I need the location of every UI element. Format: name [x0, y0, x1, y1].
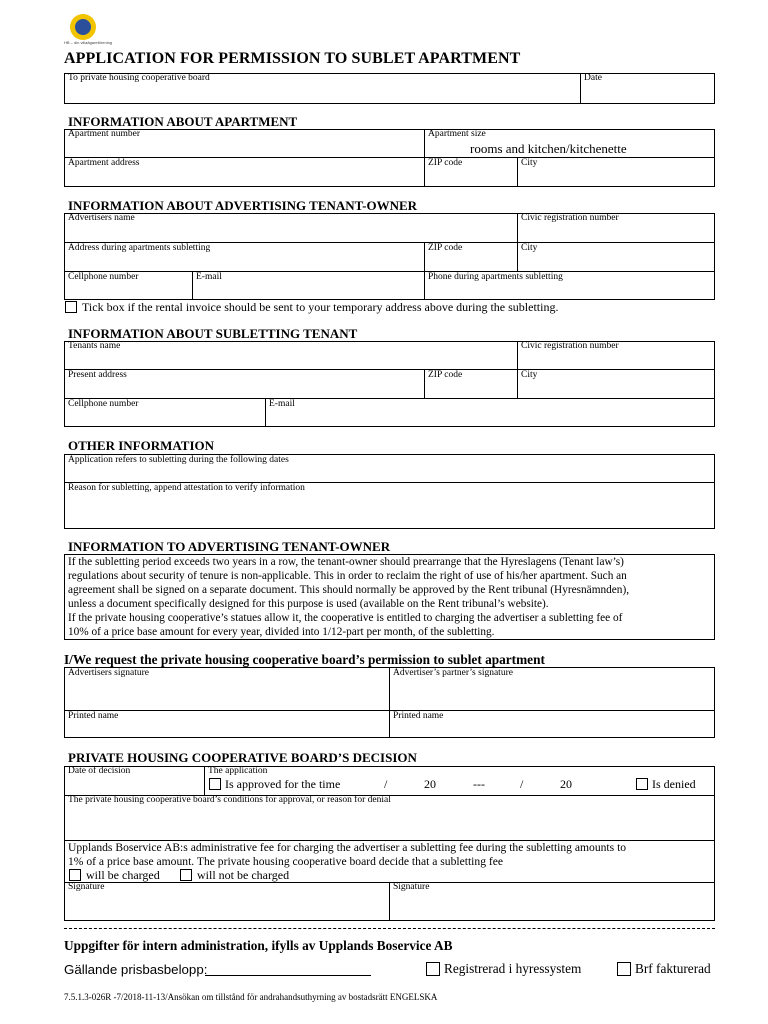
will-not-be-charged-label: will not be charged — [197, 868, 290, 882]
page-title: APPLICATION FOR PERMISSION TO SUBLET APARTMENT — [64, 50, 521, 67]
request-heading: I/We request the private housing cooperative board’s permission to sublet apartment — [64, 652, 545, 667]
logo-text: HB – din villaägareförening — [64, 40, 113, 45]
tenant-zip-label: ZIP code — [428, 370, 463, 380]
date-field[interactable] — [581, 84, 715, 104]
dates-label: Application refers to subletting during the following dates — [68, 455, 289, 465]
invoice-address-text: Tick box if the rental invoice should be sent to your temporary address above during the subletting. — [82, 300, 559, 314]
printed-name-label-2: Printed name — [393, 711, 444, 721]
approved-checkbox[interactable] — [209, 778, 221, 790]
apartment-address-label: Apartment address — [68, 158, 140, 168]
advertiser-city-label: City — [521, 243, 538, 253]
admin-heading: Uppgifter för intern administration, ifylls av Upplands Boservice AB — [64, 938, 453, 953]
application-label: The application — [208, 766, 268, 776]
will-be-charged-label: will be charged — [86, 868, 160, 882]
advertiser-box — [64, 213, 715, 300]
apartment-heading: INFORMATION ABOUT APARTMENT — [68, 114, 298, 129]
apartment-box — [64, 129, 715, 187]
signature-label-1: Signature — [68, 882, 105, 892]
apartment-size-label: Apartment size — [428, 129, 486, 139]
advertiser-cell-label: Cellphone number — [68, 272, 139, 282]
tenant-heading: INFORMATION ABOUT SUBLETTING TENANT — [68, 326, 358, 341]
cut-line — [64, 928, 715, 929]
decision-heading: PRIVATE HOUSING COOPERATIVE BOARD’S DECISION — [68, 750, 417, 765]
date-slash-1: / — [384, 777, 388, 791]
logo — [70, 14, 96, 40]
other-heading: OTHER INFORMATION — [68, 438, 215, 453]
printed-name-label-1: Printed name — [68, 711, 119, 721]
registered-label: Registrerad i hyressystem — [444, 961, 582, 976]
conditions-label: The private housing cooperative board’s conditions for approval, or reason for denial — [68, 795, 391, 805]
info-heading: INFORMATION TO ADVERTISING TENANT-OWNER — [68, 539, 391, 554]
partner-signature-label: Advertiser’s partner’s signature — [393, 668, 513, 678]
advertiser-signature-label: Advertisers signature — [68, 668, 149, 678]
advertiser-heading: INFORMATION ABOUT ADVERTISING TENANT-OWNER — [68, 198, 418, 213]
advertiser-name-label: Advertisers name — [68, 213, 135, 223]
tenant-city-label: City — [521, 370, 538, 380]
fee-paragraph: Upplands Boservice AB:s administrative fee for charging the advertiser a subletting fee during the subletting amounts to 1% of a price base amount. The private housing cooperative board decide that a subletting fee — [68, 841, 627, 868]
board-field[interactable] — [64, 84, 580, 104]
year-prefix-1: 20 — [424, 777, 436, 791]
apartment-city-label: City — [521, 158, 538, 168]
board-label: To private housing cooperative board — [68, 73, 210, 83]
tenant-cell-label: Cellphone number — [68, 399, 139, 409]
info-paragraph: If the subletting period exceeds two years in a row, the tenant-owner should prearrange that the Hyreslagens (Tenant law’s) regulations about security of tenure is non-applicable. This in order to reclaim the right of use of his/her apartment. Such an agreement shall be signed on a separate document. This should normally be approved by the Rent tribunal (Hyresnämnden), unless a document specifically designed for this purpose is used (available on the Rent tribunal’s website). If the private housing cooperative’s statues allow it, the cooperative is entitled to charging the advertiser a subletting fee of 10% of a price base amount for every year, divided into 1/12-part per month, of the subletting. — [68, 556, 630, 638]
signature-label-2: Signature — [393, 882, 430, 892]
apartment-number-label: Apartment number — [68, 129, 141, 139]
advertiser-zip-label: ZIP code — [428, 243, 463, 253]
tenant-name-label: Tenants name — [68, 341, 121, 351]
price-base-field[interactable] — [205, 975, 371, 976]
apartment-size-value: rooms and kitchen/kitchenette — [470, 141, 627, 156]
tenant-address-label: Present address — [68, 370, 127, 380]
tenant-box — [64, 341, 715, 427]
advertiser-email-label: E-mail — [196, 272, 222, 282]
will-not-be-charged-checkbox[interactable] — [180, 869, 192, 881]
advertiser-phone-label: Phone during apartments subletting — [428, 272, 563, 282]
date-label: Date — [584, 73, 602, 83]
invoice-address-checkbox[interactable] — [65, 301, 77, 313]
denied-label: Is denied — [652, 777, 696, 791]
decision-date-label: Date of decision — [68, 766, 131, 776]
will-be-charged-checkbox[interactable] — [69, 869, 81, 881]
tenant-civic-label: Civic registration number — [521, 341, 619, 351]
advertiser-civic-label: Civic registration number — [521, 213, 619, 223]
apartment-zip-label: ZIP code — [428, 158, 463, 168]
approved-label: Is approved for the time — [225, 777, 341, 791]
denied-checkbox[interactable] — [636, 778, 648, 790]
tenant-email-label: E-mail — [269, 399, 295, 409]
footer-code: 7.5.1.3-026R -7/2018-11-13/Ansökan om tillstånd för andrahandsuthyrning av bostadsrätt ENGELSKA — [64, 992, 438, 1002]
reason-label: Reason for subletting, append attestation to verify information — [68, 483, 305, 493]
date-slash-2: / — [520, 777, 524, 791]
brf-label: Brf fakturerad — [635, 961, 711, 976]
price-base-label: Gällande prisbasbelopp: — [64, 962, 208, 977]
date-dash: --- — [473, 777, 485, 791]
advertiser-address-label: Address during apartments subletting — [68, 243, 211, 253]
brf-checkbox[interactable] — [617, 962, 631, 976]
registered-checkbox[interactable] — [426, 962, 440, 976]
year-prefix-2: 20 — [560, 777, 572, 791]
